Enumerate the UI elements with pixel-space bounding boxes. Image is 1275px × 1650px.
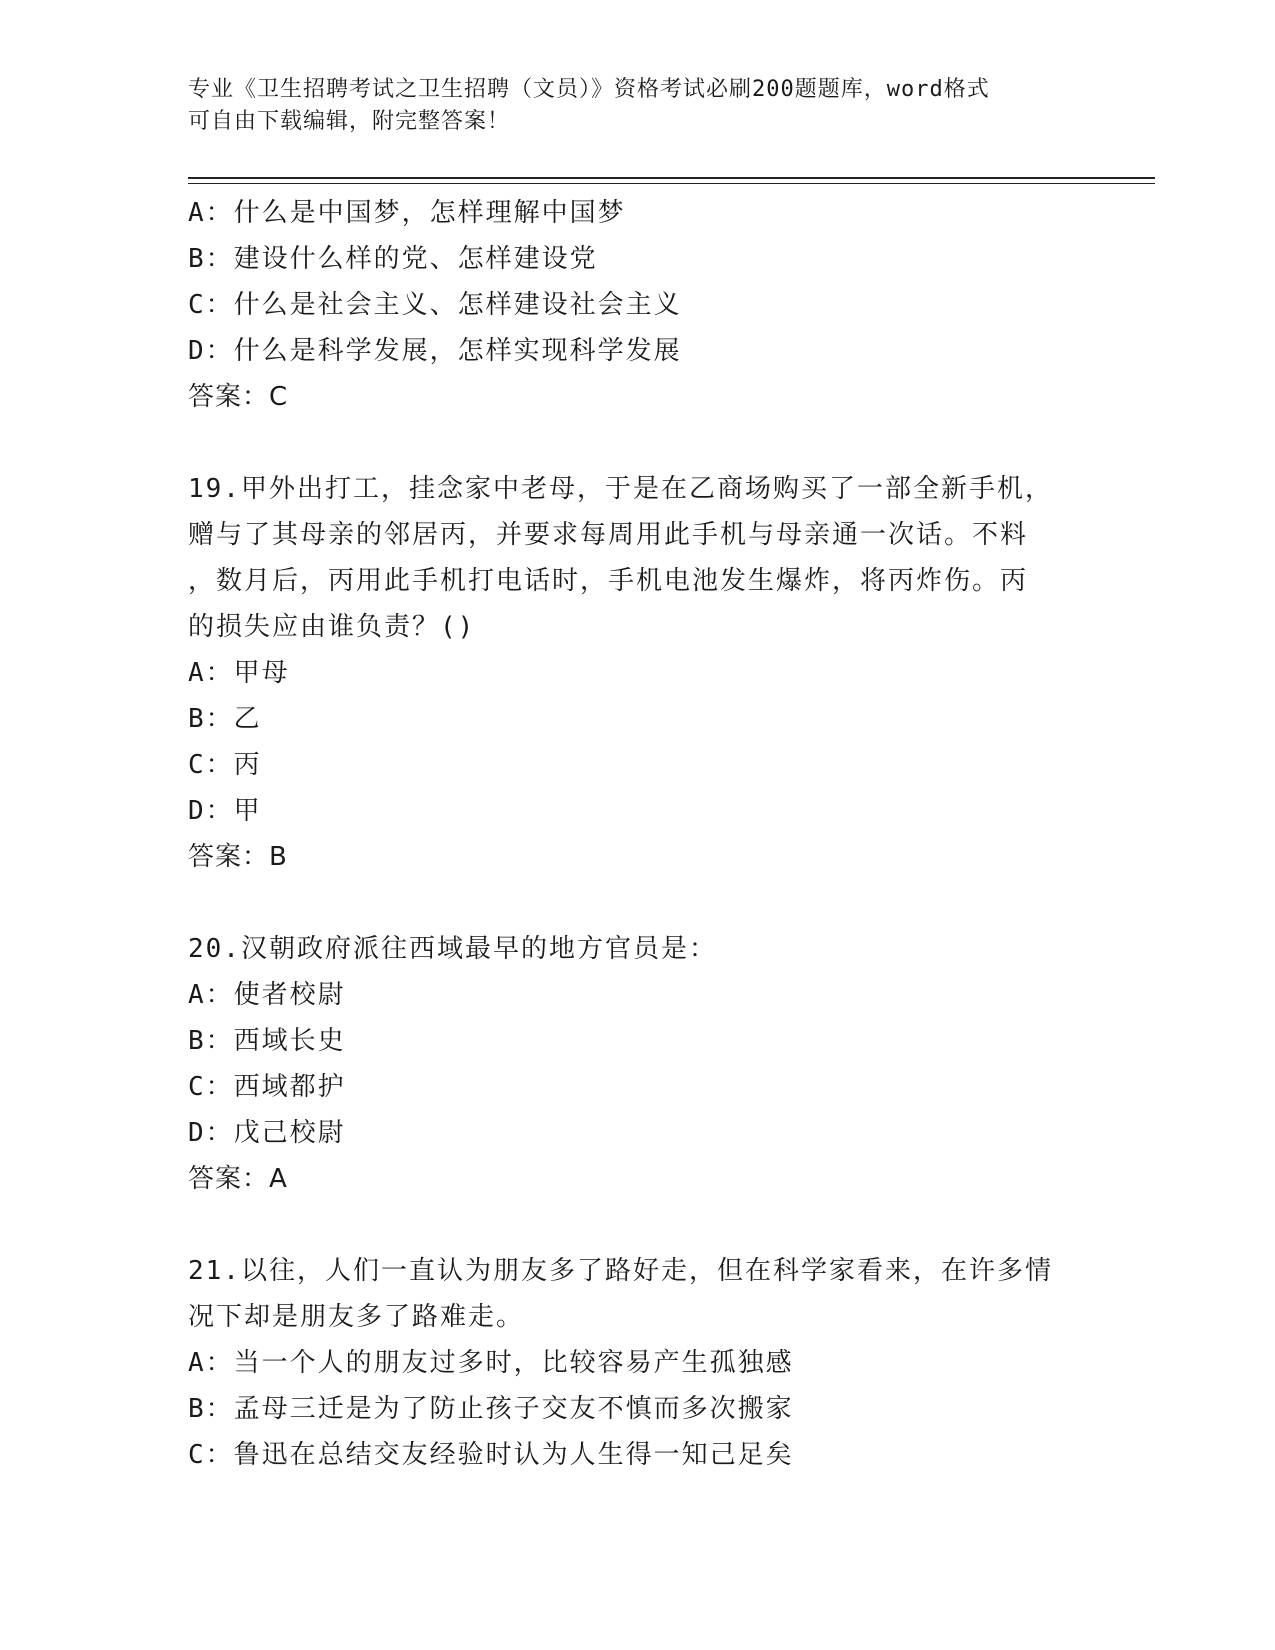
header-rule-thick [188, 177, 1155, 179]
option-b: B：孟母三迁是为了防止孩子交友不慎而多次搬家 [188, 1394, 794, 1424]
header-line-1: 专业《卫生招聘考试之卫生招聘（文员）》资格考试必刷200题题库，word格式 [188, 77, 990, 102]
answer-line: 答案：A [188, 1164, 288, 1194]
answer-line: 答案：B [188, 842, 288, 872]
document-header [188, 74, 1068, 138]
question-stem-line: 21.以往，人们一直认为朋友多了路好走，但在科学家看来，在许多情 [188, 1256, 1053, 1286]
question-19 [188, 466, 1088, 880]
option-d: D：什么是科学发展，怎样实现科学发展 [188, 336, 682, 366]
option-b: B：乙 [188, 704, 262, 734]
option-a: A：什么是中国梦，怎样理解中国梦 [188, 198, 626, 228]
question-list [188, 190, 1088, 1478]
question-stem-line: 况下却是朋友多了路难走。 [188, 1302, 525, 1332]
option-c: C：什么是社会主义、怎样建设社会主义 [188, 290, 682, 320]
question-18 [188, 190, 1088, 420]
option-d: D：戊己校尉 [188, 1118, 346, 1148]
question-stem-line: ，数月后，丙用此手机打电话时，手机电池发生爆炸，将丙炸伤。丙 [188, 566, 1029, 596]
option-a: A：当一个人的朋友过多时，比较容易产生孤独感 [188, 1348, 794, 1378]
option-a: A：使者校尉 [188, 980, 346, 1010]
option-b: B：西域长史 [188, 1026, 346, 1056]
header-line-2: 可自由下载编辑，附完整答案！ [188, 109, 511, 134]
option-b: B：建设什么样的党、怎样建设党 [188, 244, 598, 274]
option-c: C：鲁迅在总结交友经验时认为人生得一知己足矣 [188, 1440, 794, 1470]
question-stem-line: 赠与了其母亲的邻居丙，并要求每周用此手机与母亲通一次话。不料 [188, 520, 1029, 550]
question-stem-line: 19.甲外出打工，挂念家中老母，于是在乙商场购买了一部全新手机， [188, 474, 1053, 504]
header-rule-thin [188, 183, 1155, 184]
answer-line: 答案：C [188, 382, 289, 412]
question-21 [188, 1248, 1088, 1478]
question-20 [188, 926, 1088, 1202]
option-c: C：丙 [188, 750, 262, 780]
question-stem-line: 的损失应由谁负责？() [188, 612, 476, 642]
option-a: A：甲母 [188, 658, 290, 688]
option-d: D：甲 [188, 796, 262, 826]
question-stem-line: 20.汉朝政府派往西域最早的地方官员是： [188, 934, 717, 964]
option-c: C：西域都护 [188, 1072, 346, 1102]
